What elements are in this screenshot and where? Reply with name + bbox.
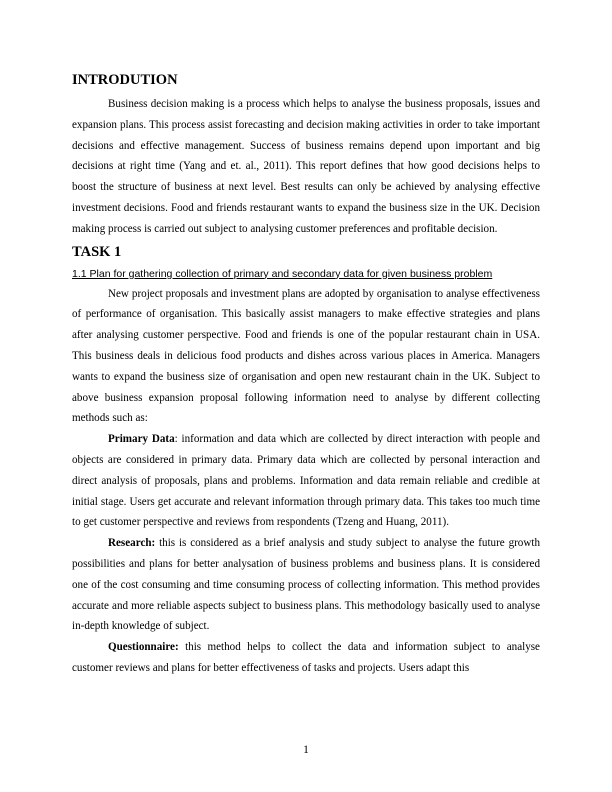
document-page <box>72 72 540 679</box>
research-paragraph <box>72 533 540 637</box>
primary-data-term: Primary Data <box>108 433 175 446</box>
research-text: this is considered as a brief analysis and study subject to analyse the future growth possibilities and plans for better analysation of business problems and business plans. It is considered one of the cost consuming and time consuming process of collecting information. This method provides accurate and more reliable aspects subject to business plans. This methodology basically used to analyse in-depth knowledge of subject. <box>72 537 540 633</box>
questionnaire-paragraph <box>72 637 540 679</box>
questionnaire-text: this method helps to collect the data and information subject to analyse customer reviews and plans for better effectiveness of tasks and projects. Users adapt this <box>72 641 540 674</box>
task1-intro-paragraph: New project proposals and investment plans are adopted by organisation to analyse effectiveness of performance of organisation. This basically assist managers to make effective strategies and plans after analysing customer perspective. Food and friends is one of the popular restaurant chain in USA. This business deals in delicious food products and dishes across various places in America. Managers wants to expand the business size of organisation and open new restaurant chain in the UK. Subject to above business expansion proposal following information need to analyse by different collecting methods such as: <box>72 287 540 425</box>
primary-data-paragraph <box>72 429 540 533</box>
task1-heading: TASK 1 <box>72 243 122 260</box>
introduction-heading: INTRODUTION <box>72 72 178 88</box>
section-1-1-subheading: 1.1 Plan for gathering collection of primary and secondary data for given business problem <box>72 267 493 280</box>
primary-data-text: : information and data which are collected by direct interaction with people and objects are considered in primary data. Primary data which are collected by personal interaction and direct analysis of proposals, plans and problems. Information and data remain reliable and credible at initial stage. Users get accurate and relevant information through primary data. This takes too much time to get customer perspective and reviews from respondents (Tzeng and Huang, 2011). <box>72 433 540 529</box>
questionnaire-term: Questionnaire: <box>108 641 179 654</box>
introduction-paragraph: Business decision making is a process which helps to analyse the business proposals, issues and expansion plans. This process assist forecasting and decision making activities in order to take important decisions and effective management. Success of business remains depend upon important and big decisions at right time (Yang and et. al., 2011). This report defines that how good decisions helps to boost the structure of business at next level. Best results can only be achieved by analysing effective investment decisions. Food and friends restaurant wants to expand the business size in the UK. Decision making process is carried out subject to analysing customer preferences and profitable decision. <box>72 98 540 235</box>
research-term: Research: <box>108 537 156 550</box>
page-number: 1 <box>303 744 309 756</box>
